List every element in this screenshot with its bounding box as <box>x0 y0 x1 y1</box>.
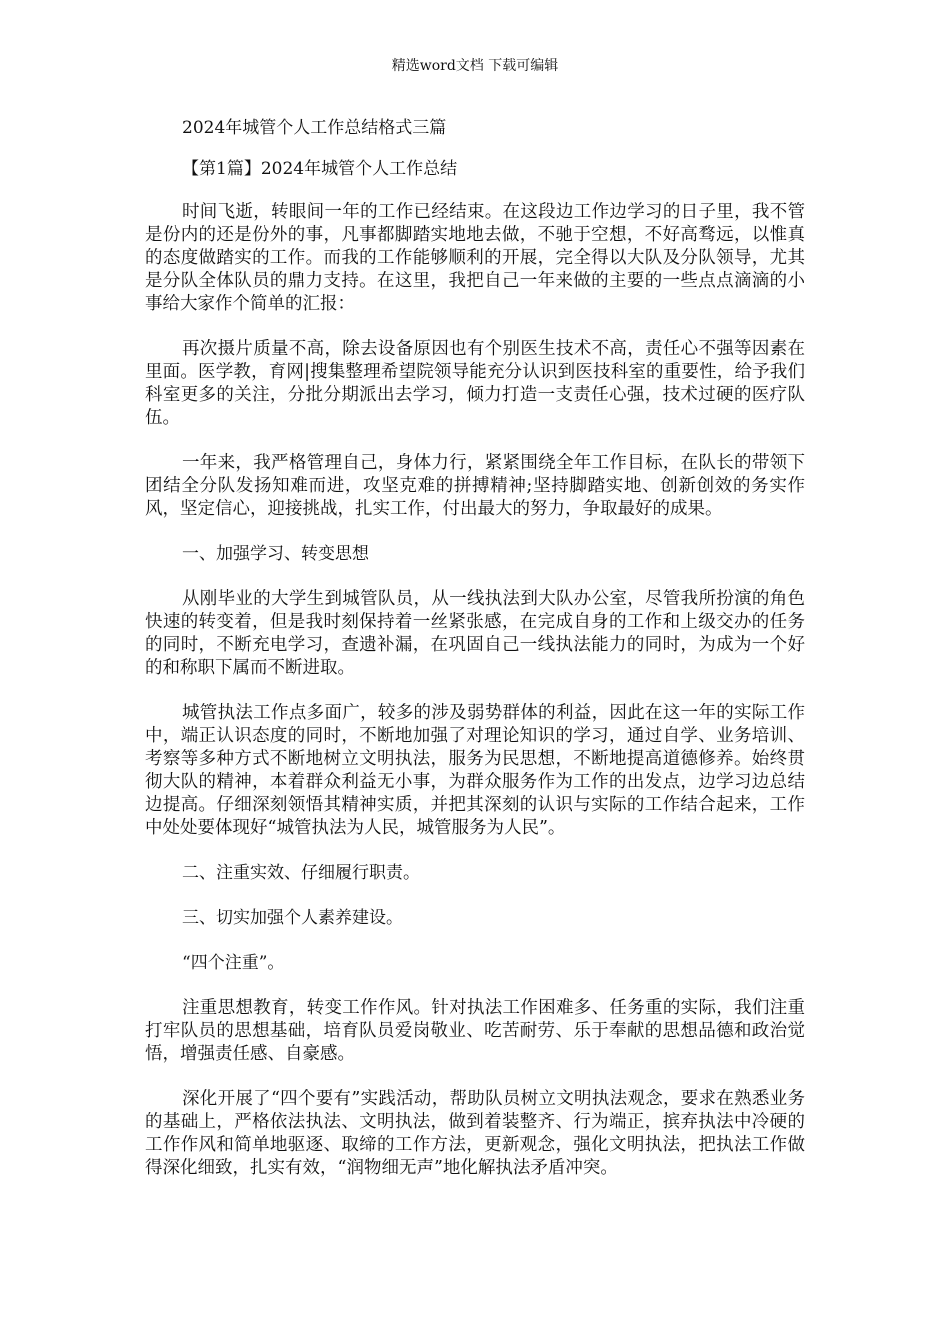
paragraph-1: 时间飞逝，转眼间一年的工作已经结束。在这段边工作边学习的日子里，我不管是份内的还是份外的事，凡事都脚踏实地地去做，不驰于空想，不好高骛远，以惟真的态度做踏实的工作。而我的工作能够顺利的开展，完全得以大队及分队领导，尤其是分队全体队员的鼎力支持。在这里，我把自己一年来做的主要的一些点点滴滴的小事给大家作个简单的汇报： <box>145 202 805 314</box>
paragraph-3: 一年来，我严格管理自己，身体力行，紧紧围绕全年工作目标，在队长的带领下团结全分队发扬知难而进，攻坚克难的拼搏精神;坚持脚踏实地、创新创效的务实作风，坚定信心，迎接挑战，扎实工作，付出最大的努力，争取最好的成果。 <box>145 453 805 519</box>
paragraph-4: 从刚毕业的大学生到城管队员，从一线执法到大队办公室，尽管我所扮演的角色快速的转变着，但是我时刻保持着一丝紧张感，在完成自身的工作和上级交办的任务的同时，不断充电学习，查遗补漏，在巩固自己一线执法能力的同时，为成为一个好的和称职下属而不断进取。 <box>145 589 805 678</box>
paragraph-2: 再次摄片质量不高，除去设备原因也有个别医生技术不高，责任心不强等因素在里面。医学教，育网|搜集整理希望院领导能充分认识到医技科室的重要性，给予我们科室更多的关注，分批分期派出去学习，倾力打造一支责任心强，技术过硬的医疗队伍。 <box>145 339 805 428</box>
subheading-1: 一、加强学习、转变思想 <box>182 544 369 564</box>
paragraph-5: 城管执法工作点多面广，较多的涉及弱势群体的利益，因此在这一年的实际工作中，端正认识态度的同时，不断地加强了对理论知识的学习，通过自学、业务培训、考察等多种方式不断地树立文明执法，服务为民思想，不断地提高道德修养。始终贯彻大队的精神，本着群众利益无小事，为群众服务作为工作的出发点，边学习边总结边提高。仔细深刻领悟其精神实质，并把其深刻的认识与实际的工作结合起来，工作中处处要体现好“城管执法为人民，城管服务为人民”。 <box>145 703 805 838</box>
page-header: 精选word文档 下载可编辑 <box>391 58 559 74</box>
subheading-4: “四个注重”。 <box>182 953 285 973</box>
section-title: 【第1篇】2024年城管个人工作总结 <box>182 159 458 179</box>
subheading-2: 二、注重实效、仔细履行职责。 <box>182 863 420 883</box>
paragraph-7: 深化开展了“四个要有”实践活动，帮助队员树立文明执法观念，要求在熟悉业务的基础上，严格依法执法、文明执法，做到着装整齐、行为端正，摈弃执法中冷硬的工作作风和简单地驱逐、取缔的工作方法，更新观念，强化文明执法，把执法工作做得深化细致，扎实有效，“润物细无声”地化解执法矛盾冲突。 <box>145 1089 805 1178</box>
subheading-3: 三、切实加强个人素养建设。 <box>182 908 403 928</box>
paragraph-6: 注重思想教育，转变工作作风。针对执法工作困难多、任务重的实际，我们注重打牢队员的思想基础，培育队员爱岗敬业、吃苦耐劳、乐于奉献的思想品德和政治觉悟，增强责任感、自豪感。 <box>145 998 805 1064</box>
document-title: 2024年城管个人工作总结格式三篇 <box>182 118 447 138</box>
document-body <box>145 116 805 1202</box>
